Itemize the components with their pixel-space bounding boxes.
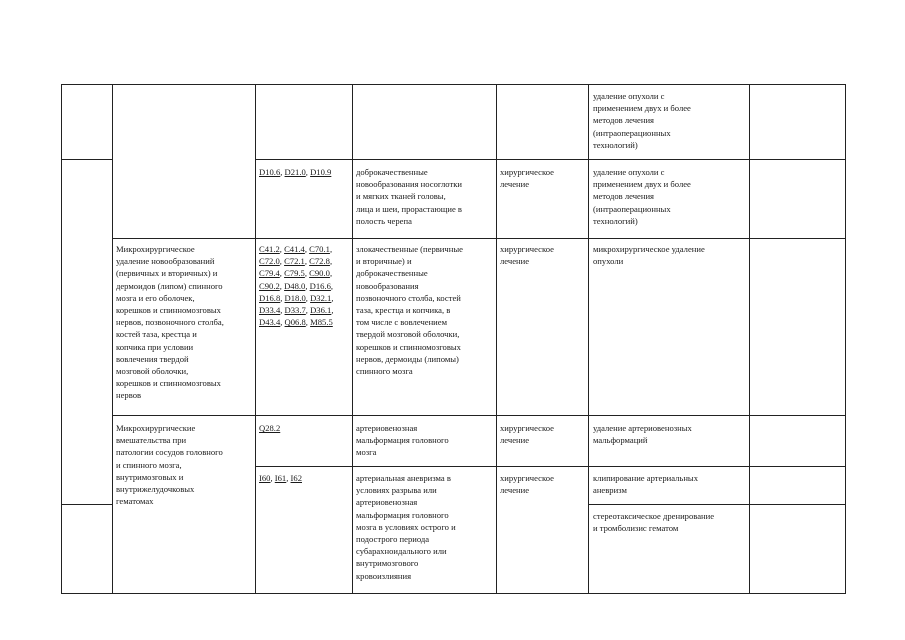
row-divider xyxy=(255,159,846,160)
row-divider xyxy=(61,159,112,160)
code-separator: , xyxy=(280,167,285,177)
code-separator: , xyxy=(305,317,311,328)
code-separator: , xyxy=(286,473,291,483)
code-separator: , xyxy=(305,292,311,303)
icd-code-link[interactable]: Q06.8 xyxy=(284,317,306,328)
icd-codes-cell xyxy=(259,472,353,484)
icd-code-link[interactable]: Q28.2 xyxy=(259,423,281,433)
icd-code-link[interactable]: C72.0 xyxy=(259,256,280,267)
code-separator: , xyxy=(279,256,285,267)
code-separator: , xyxy=(305,305,311,316)
treatment-type-cell: хирургическое лечение xyxy=(500,167,554,190)
code-separator: , xyxy=(280,317,285,328)
icd-code-link[interactable]: C72.1 xyxy=(284,256,305,267)
code-separator: , xyxy=(304,256,310,267)
icd-code-link[interactable]: C90.2 xyxy=(259,280,280,291)
method-cell: стереотаксическое дренирование и тромболизис гематом xyxy=(593,511,715,534)
patient-model-cell: артериовенозная мальформация головного мозга xyxy=(356,423,449,458)
row-divider xyxy=(255,466,846,467)
icd-code-link[interactable]: D10.6 xyxy=(259,167,281,177)
code-separator: , xyxy=(331,305,334,316)
code-separator: , xyxy=(329,256,333,267)
icd-code-link[interactable]: D21.0 xyxy=(284,167,306,177)
icd-code-link[interactable]: D18.0 xyxy=(284,292,306,303)
icd-code-link[interactable]: D10.9 xyxy=(310,167,332,177)
treatment-type-cell: хирургическое лечение xyxy=(500,473,554,496)
table-border-top xyxy=(61,84,846,85)
column-divider xyxy=(352,84,353,594)
code-separator: , xyxy=(279,244,285,254)
icd-code-link[interactable]: D32.1 xyxy=(310,292,332,303)
code-separator: , xyxy=(280,292,285,303)
code-separator: , xyxy=(304,268,310,279)
table-border-left xyxy=(61,84,62,594)
column-divider xyxy=(496,84,497,594)
icd-code-link[interactable]: I61 xyxy=(274,473,287,483)
code-separator: , xyxy=(330,280,334,291)
row-divider xyxy=(61,504,112,505)
icd-code-link[interactable]: D48.0 xyxy=(284,280,306,291)
icd-code-link[interactable]: C41.4 xyxy=(284,244,305,254)
icd-code-link[interactable]: I62 xyxy=(290,473,302,483)
code-separator: , xyxy=(279,268,285,279)
code-separator: , xyxy=(329,268,333,279)
method-cell: микрохирургическое удаление опухоли xyxy=(593,244,705,267)
code-separator: , xyxy=(331,292,334,303)
column-divider xyxy=(112,84,113,594)
icd-code-link[interactable]: C90.0 xyxy=(309,268,330,279)
icd-code-link[interactable]: C72.8 xyxy=(309,256,330,267)
icd-code-link[interactable]: D43.4 xyxy=(259,317,281,328)
patient-model-cell: злокачественные (первичные и вторичные) и доброкачественные новообразования позвоночного столба, костей таза, крестца и копчика, в том числе с вовлечением твердой мозговой оболочки, корешков и спинномозговых нервов, дермоиды (липомы) спинного мозга xyxy=(356,244,463,377)
icd-code-link[interactable]: C70.1 xyxy=(309,244,330,254)
icd-codes-cell xyxy=(259,166,353,178)
patient-model-cell: артериальная аневризма в условиях разрыва или артериовенозная мальформация головного мозга в условиях острого и подострого периода субарахноидального или внутримозгового кровоизлияния xyxy=(356,473,456,581)
code-separator: , xyxy=(304,244,310,254)
icd-code-link[interactable]: D16.6 xyxy=(309,280,331,291)
row-divider xyxy=(112,238,846,239)
treatment-type-cell: хирургическое лечение xyxy=(500,423,554,446)
table-border-bottom xyxy=(61,593,846,594)
icd-code-link[interactable]: M85.5 xyxy=(310,317,333,328)
icd-codes-cell xyxy=(259,422,353,434)
icd-code-link[interactable]: C79.4 xyxy=(259,268,280,279)
code-separator: , xyxy=(279,280,285,291)
code-separator: , xyxy=(280,305,285,316)
method-cell: удаление опухоли с применением двух и более методов лечения (интраоперационных технологий) xyxy=(593,167,691,226)
icd-code-link[interactable]: D36.1 xyxy=(310,305,332,316)
icd-codes-cell xyxy=(259,243,353,328)
code-separator: , xyxy=(270,473,275,483)
row-divider xyxy=(112,415,846,416)
method-cell: клипирование артериальных аневризм xyxy=(593,473,699,496)
row-divider xyxy=(588,504,846,505)
hmp-name-cell: Микрохирургические вмешательства при патологии сосудов головного и спинного мозга, внутримозговых и внутрижелудочковых гематомах xyxy=(116,423,223,507)
patient-model-cell: доброкачественные новообразования носоглотки и мягких тканей головы, лица и шеи, прорастающие в полость черепа xyxy=(356,167,462,226)
method-cell: удаление опухоли с применением двух и более методов лечения (интраоперационных технологий) xyxy=(593,91,691,150)
icd-code-link[interactable]: C79.5 xyxy=(284,268,305,279)
code-separator: , xyxy=(329,244,333,254)
code-separator: , xyxy=(305,280,310,291)
icd-code-link[interactable]: D33.7 xyxy=(284,305,306,316)
code-separator: , xyxy=(305,167,311,177)
icd-code-link[interactable]: D16.8 xyxy=(259,292,281,303)
icd-code-link[interactable]: D33.4 xyxy=(259,305,281,316)
icd-code-link[interactable]: I60 xyxy=(259,473,271,483)
icd-code-link[interactable]: C41.2 xyxy=(259,244,280,254)
treatment-type-cell: хирургическое лечение xyxy=(500,244,554,267)
hmp-name-cell: Микрохирургическое удаление новообразований (первичных и вторичных) и дермоидов (липом) спинного мозга и его оболочек, корешков и спинномозговых нервов, позвоночного столба, костей таза, крестца и копчика при условии вовлечения твердой мозговой оболочки, корешков и спинномозговых нервов xyxy=(116,244,224,401)
table-border-right xyxy=(845,84,846,594)
method-cell: удаление артериовенозных мальформаций xyxy=(593,423,692,446)
column-divider xyxy=(588,84,589,594)
